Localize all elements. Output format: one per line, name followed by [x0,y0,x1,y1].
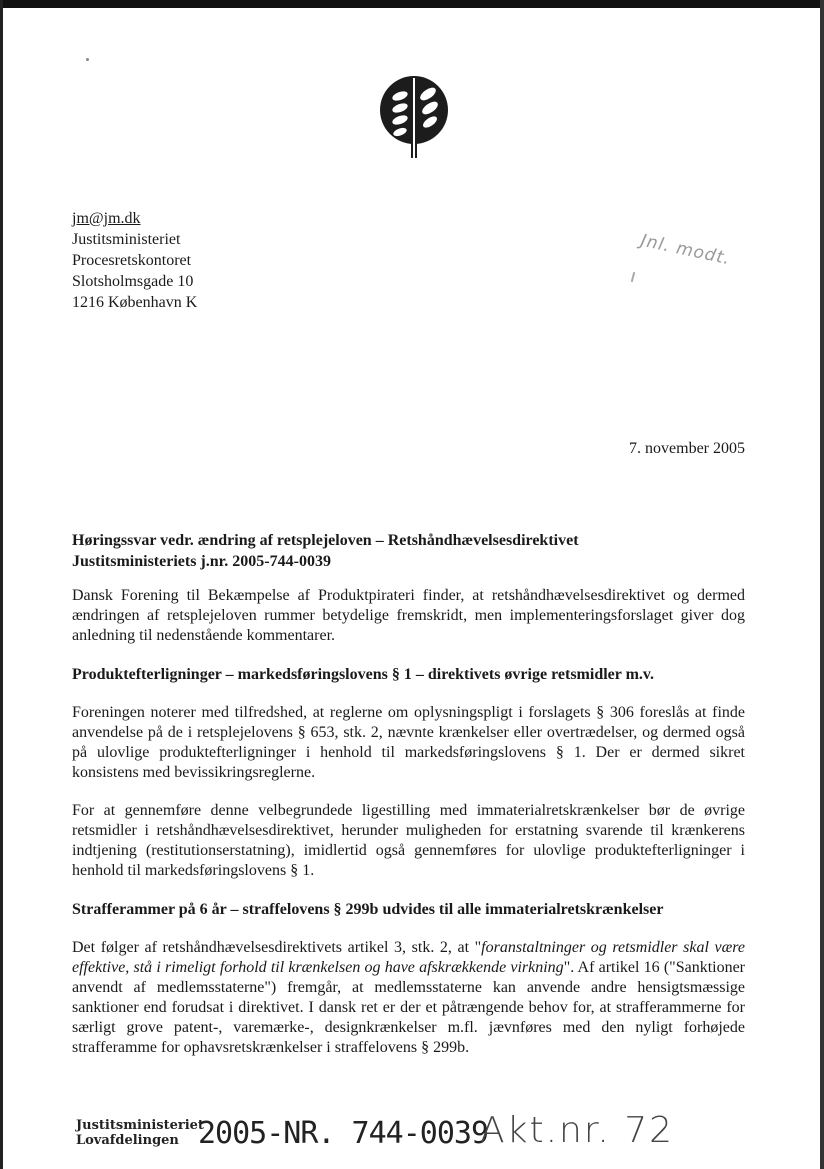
text-run: Det følger af retshåndhævelsesdirektivets artikel 3, stk. 2, at " [72,939,482,956]
section-heading: Strafferammer på 6 år – straffelovens § 299b udvides til alle immaterialretskrænkelser [72,901,664,918]
stamp-department: Lovafdelingen [76,1133,179,1148]
scan-top-edge [0,0,824,8]
letter-date: 7. november 2005 [629,440,745,457]
subject-block [72,530,745,572]
recipient-line: Justitsministeriet [72,231,181,248]
stamp-ministry: Justitsministeriet [76,1118,204,1133]
document-number: Akt.nr. 72 [480,1110,675,1151]
recipient-line: Procesretskontoret [72,252,192,269]
recipient-line: 1216 København K [72,294,198,311]
section-heading: Produktefterligninger – markedsføringslovens § 1 – direktivets øvrige retsmidler m.v. [72,666,655,683]
section-paragraph [72,938,745,1058]
received-stamp: Jnl. modt. [638,230,733,270]
recipient-address [72,208,197,313]
scan-left-edge [0,0,3,1169]
recipient-line: Slotsholmsgade 10 [72,273,194,290]
letter-body [72,530,745,1058]
section-paragraph: For at gennemføre denne velbegrundede ligestilling med immaterialretskrænkelser bør de øvrige retsmidler i retshåndhævelsesdirektivet, herunder muligheden for erstatning svarende til krænkerens indtjening (restitutionserstatning), imidlertid også gennemføres for ulovlige produktefterligninger i henhold til markedsføringslovens § 1. [72,802,745,879]
text-run: ". Af artikel 16 ("Sanktioner anvendt af medlemsstaterne") fremgår, at medlemsstaterne kan anvende andre hensigtsmæssige sanktioner end forudsat i direktivet. I dansk ret er der et påtrængende behov for, at strafferammerne for særligt grove patent-, varemærke-, designkrænkelser m.fl. jævnføres med den nyligt forhøjede strafferamme for ophavsretskrænkelser i straffelovens § 299b. [72,959,746,1056]
archive-stamp [76,1110,776,1156]
quoted-text: foranstaltninger og retsmidler skal være effektive, stå i rimeligt forhold til krænkelsen og have afskrækkende virkning [72,939,745,976]
handwritten-case-number: 2005-NR. 744-0039 [198,1116,489,1151]
ministry-stamp [76,1118,204,1148]
section-paragraph: Foreningen noterer med tilfredshed, at reglerne om oplysningspligt i forslagets § 306 foreslås at finde anvendelse på de i retsplejelovens § 653, stk. 2, nævnte krænkelser eller overtrædelser, og dermed også på ulovlige produktefterligninger i henhold til markedsføringslovens § 1. Der er dermed sikret konsistens med bevissikringsreglerne. [72,704,745,781]
subject-line: Høringssvar vedr. ændring af retsplejeloven – Retshåndhævelsesdirektivet [72,532,579,549]
intro-paragraph: Dansk Forening til Bekæmpelse af Produktpirateri finder, at retshåndhævelsesdirektivet og dermed ændringen af retsplejeloven rummer betydelige fremskridt, men implementeringsforslaget giver dog anledning til nedenstående kommentarer. [72,587,745,644]
reference-number: Justitsministeriets j.nr. 2005-744-0039 [72,553,331,570]
scan-right-edge [820,0,824,1169]
recipient-email[interactable]: jm@jm.dk [72,210,141,227]
scan-mark [631,272,636,282]
organization-logo [378,70,450,162]
scan-speck [86,58,89,61]
